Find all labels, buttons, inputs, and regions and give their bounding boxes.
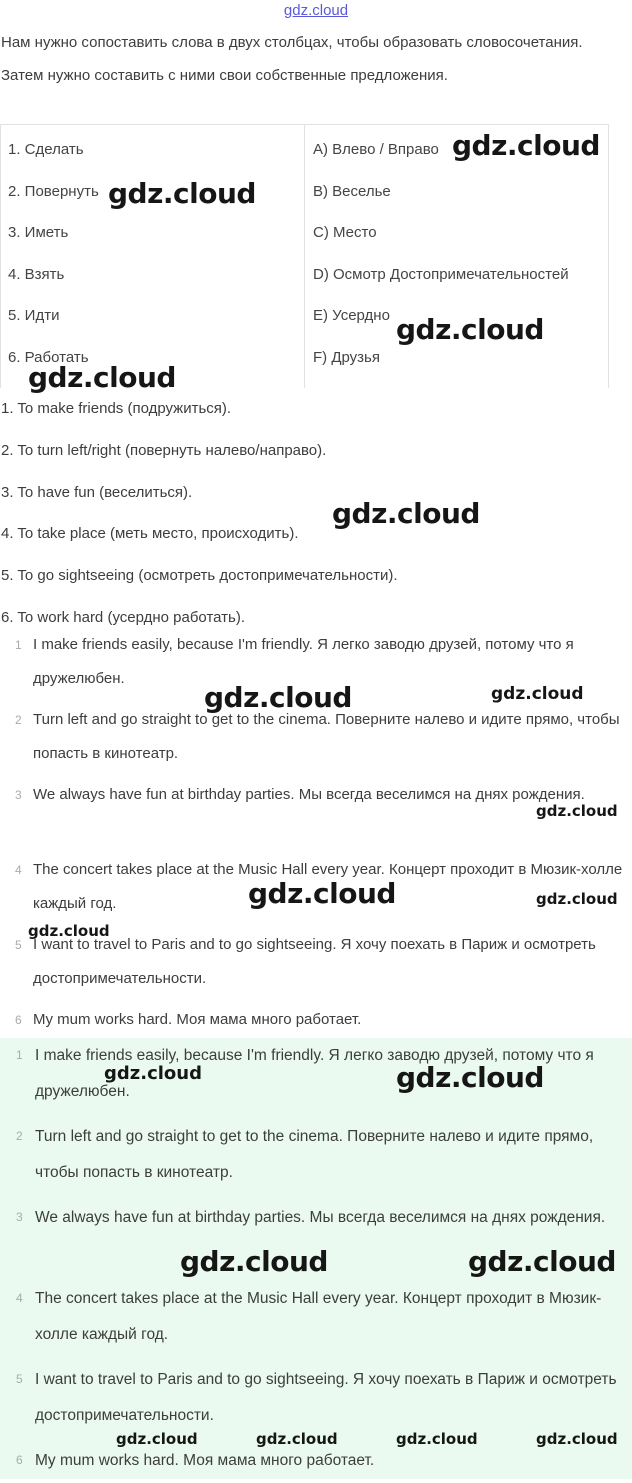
matching-table (0, 124, 609, 388)
watermark: gdz.cloud (248, 877, 396, 910)
watermark: gdz.cloud (256, 1430, 338, 1448)
site-header-link[interactable]: gdz.cloud (283, 2, 349, 19)
phrase-item: 3. To have fun (веселиться). (1, 483, 193, 501)
table-cell: 5. Идти (8, 307, 60, 325)
watermark: gdz.cloud (204, 681, 352, 714)
sentence-number: 5 (16, 1372, 23, 1386)
sentence-text: The concert takes place at the Music Hall every year. Концерт проходит в Мюзик-холле каждый год. (35, 1290, 602, 1343)
table-cell: F) Друзья (313, 348, 380, 366)
sentence-item (0, 1281, 632, 1362)
sentence-text: Turn left and go straight to get to the cinema. Поверните налево и идите прямо, чтобы попасть в кинотеатр. (33, 711, 620, 762)
table-cell: 1. Сделать (8, 141, 84, 158)
sentence-number: 1 (15, 638, 22, 652)
table-cell: B) Веселье (313, 182, 391, 200)
sentence-number: 1 (16, 1048, 23, 1062)
watermark: gdz.cloud (536, 802, 618, 820)
sentence-text: We always have fun at birthday parties. Мы всегда веселимся на днях рождения. (33, 786, 585, 803)
sentence-item (0, 1443, 632, 1483)
sentence-number: 4 (16, 1291, 23, 1305)
sentence-text: I want to travel to Paris and to go sightseeing. Я хочу поехать в Париж и осмотреть достопримечательности. (33, 936, 596, 987)
table-divider (304, 125, 305, 388)
watermark: gdz.cloud (28, 361, 176, 394)
phrase-item: 4. To take place (меть место, происходить). (1, 525, 299, 543)
sentence-text: I make friends easily, because I'm friendly. Я легко заводю друзей, потому что я дружелюбен. (33, 636, 574, 687)
sentence-number: 2 (15, 713, 22, 727)
sentence-number: 3 (15, 788, 22, 802)
sentence-text: Turn left and go straight to get to the cinema. Поверните налево и идите прямо, чтобы попасть в кинотеатр. (35, 1128, 594, 1181)
table-cell: C) Место (313, 224, 377, 242)
watermark: gdz.cloud (396, 1061, 544, 1094)
watermark: gdz.cloud (468, 1245, 616, 1278)
watermark: gdz.cloud (491, 684, 584, 704)
watermark: gdz.cloud (536, 890, 618, 908)
table-cell: 3. Иметь (8, 224, 69, 242)
sentence-text: My mum works hard. Моя мама много работает. (35, 1452, 375, 1469)
sentence-number: 3 (16, 1210, 23, 1224)
watermark: gdz.cloud (108, 177, 256, 210)
sentence-number: 5 (15, 938, 22, 952)
sentence-text: My mum works hard. Моя мама много работает. (33, 1011, 362, 1028)
sentence-item (0, 1119, 632, 1200)
watermark: gdz.cloud (180, 1245, 328, 1278)
table-cell: E) Усердно (313, 307, 390, 325)
table-cell: A) Влево / Вправо (313, 141, 439, 158)
watermark: gdz.cloud (28, 922, 110, 940)
watermark: gdz.cloud (116, 1430, 198, 1448)
sentence-number: 4 (15, 863, 22, 877)
table-cell: D) Осмотр Достопримечательностей (313, 265, 569, 283)
table-left-column (8, 133, 99, 383)
table-cell: 4. Взять (8, 265, 65, 283)
watermark: gdz.cloud (536, 1430, 618, 1448)
intro-paragraph: Нам нужно сопоставить слова в двух столбцах, чтобы образовать словосочетания. Затем нужно составить с ними свои собственные предложения. (1, 34, 583, 84)
phrase-item: 1. To make friends (подружиться). (1, 400, 232, 417)
phrase-item: 5. To go sightseeing (осмотреть достопримечательности). (1, 567, 398, 585)
sentence-number: 6 (15, 1013, 22, 1027)
sentence-text: We always have fun at birthday parties. Мы всегда веселимся на днях рождения. (35, 1209, 606, 1226)
sentence-text: I want to travel to Paris and to go sightseeing. Я хочу поехать в Париж и осмотреть достопримечательности. (35, 1371, 617, 1424)
phrase-item: 6. To work hard (усердно работать). (1, 608, 246, 626)
sentence-number: 6 (16, 1453, 23, 1467)
phrases-list (1, 388, 621, 639)
table-cell: 6. Работать (8, 348, 89, 366)
sentence-number: 2 (16, 1129, 23, 1143)
phrase-item: 2. To turn left/right (повернуть налево/направо). (1, 441, 327, 459)
watermark: gdz.cloud (452, 129, 600, 162)
watermark: gdz.cloud (396, 1430, 478, 1448)
watermark: gdz.cloud (104, 1063, 202, 1084)
watermark: gdz.cloud (396, 313, 544, 346)
sentence-text: The concert takes place at the Music Hall every year. Концерт проходит в Мюзик-холле каждый год. (33, 861, 623, 912)
watermark: gdz.cloud (332, 497, 480, 530)
sentence-text: I make friends easily, because I'm friendly. Я легко заводю друзей, потому что я дружелюбен. (35, 1047, 594, 1100)
table-cell: 2. Повернуть (8, 182, 99, 200)
